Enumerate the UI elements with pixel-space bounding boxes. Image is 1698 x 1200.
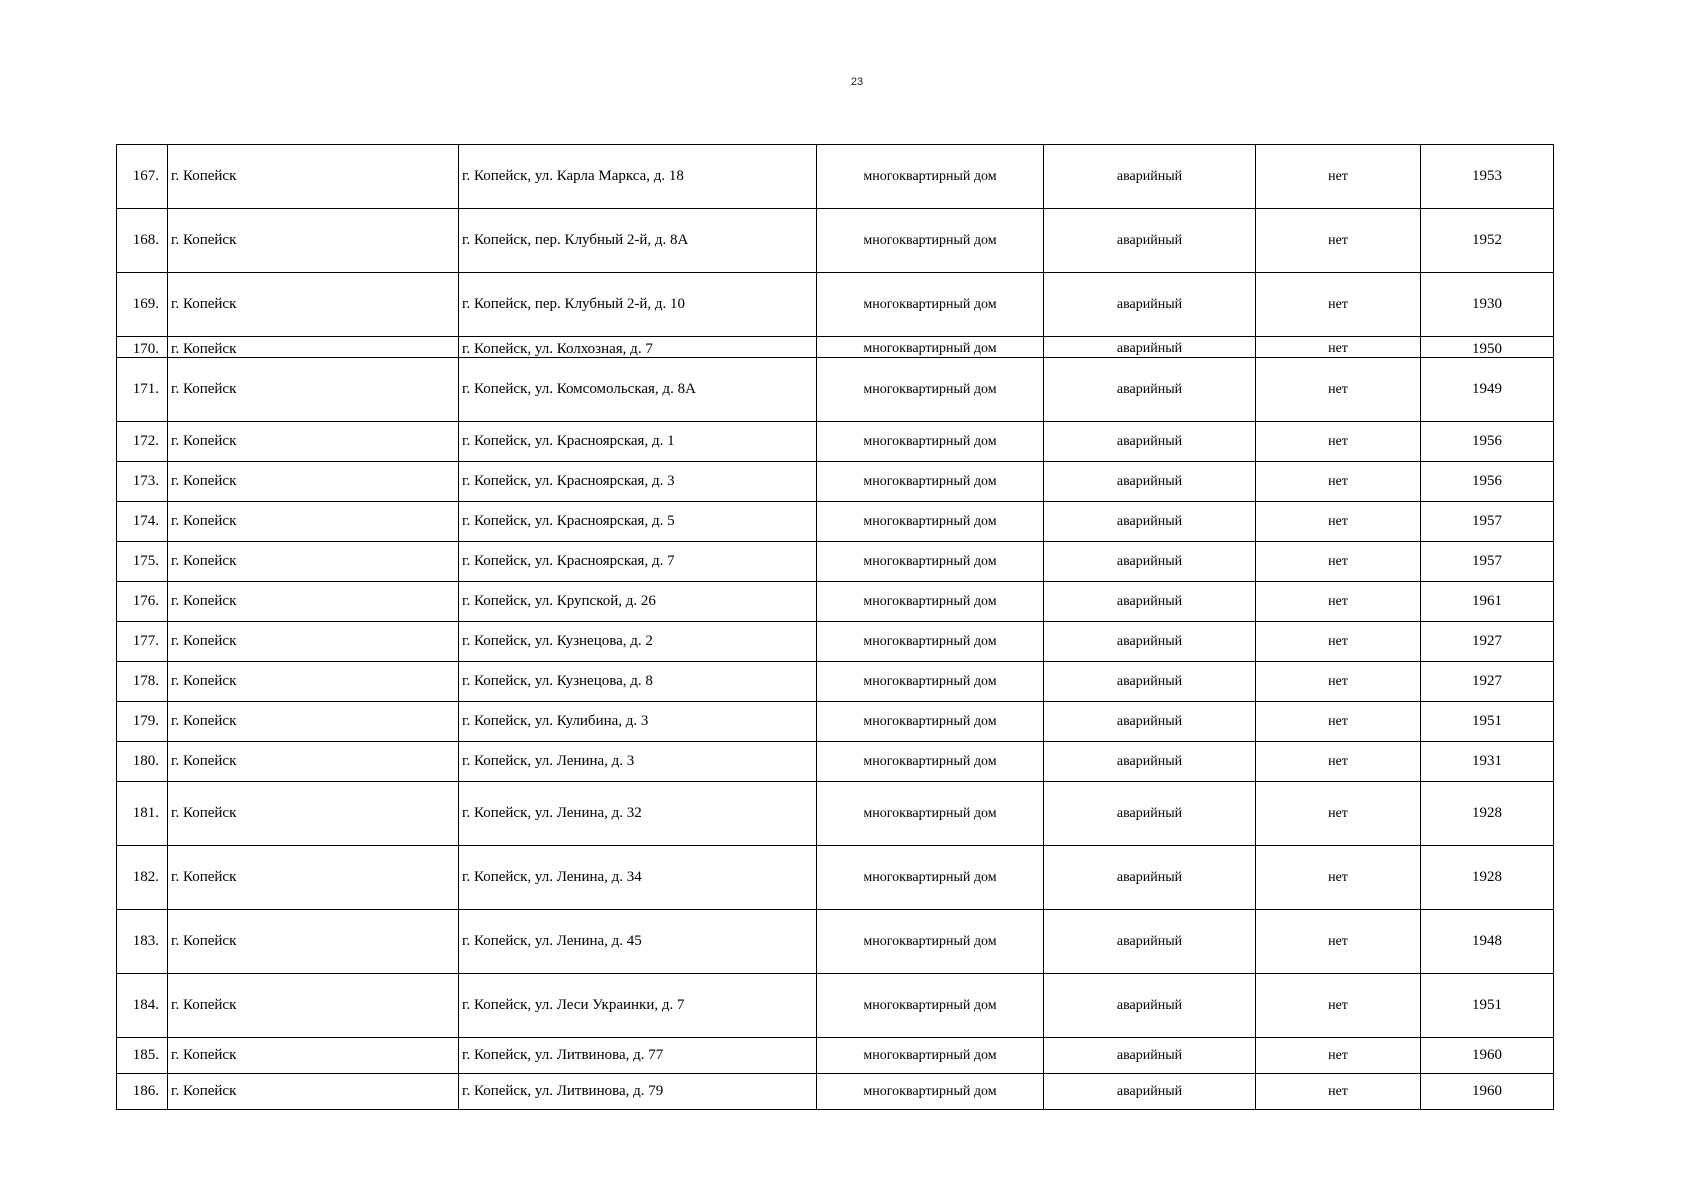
housing-registry-table bbox=[116, 144, 1554, 1110]
locality-cell: г. Копейск bbox=[168, 542, 459, 582]
building-type-cell: многоквартирный дом bbox=[817, 145, 1044, 209]
flag-cell: нет bbox=[1256, 145, 1421, 209]
flag-cell: нет bbox=[1256, 582, 1421, 622]
table-row bbox=[117, 422, 1554, 462]
building-type-cell: многоквартирный дом bbox=[817, 462, 1044, 502]
address-cell: г. Копейск, ул. Ленина, д. 45 bbox=[459, 910, 817, 974]
locality-cell: г. Копейск bbox=[168, 910, 459, 974]
table-body bbox=[117, 145, 1554, 1110]
flag-cell: нет bbox=[1256, 358, 1421, 422]
condition-cell: аварийный bbox=[1044, 337, 1256, 358]
year-cell: 1956 bbox=[1421, 422, 1554, 462]
year-cell: 1957 bbox=[1421, 502, 1554, 542]
locality-cell: г. Копейск bbox=[168, 273, 459, 337]
condition-cell: аварийный bbox=[1044, 273, 1256, 337]
building-type-cell: многоквартирный дом bbox=[817, 273, 1044, 337]
address-cell: г. Копейск, ул. Комсомольская, д. 8А bbox=[459, 358, 817, 422]
address-cell: г. Копейск, ул. Кулибина, д. 3 bbox=[459, 702, 817, 742]
address-cell: г. Копейск, ул. Колхозная, д. 7 bbox=[459, 337, 817, 358]
year-cell: 1928 bbox=[1421, 782, 1554, 846]
locality-cell: г. Копейск bbox=[168, 358, 459, 422]
building-type-cell: многоквартирный дом bbox=[817, 662, 1044, 702]
locality-cell: г. Копейск bbox=[168, 1038, 459, 1074]
address-cell: г. Копейск, ул. Кузнецова, д. 8 bbox=[459, 662, 817, 702]
year-cell: 1927 bbox=[1421, 622, 1554, 662]
row-number: 171. bbox=[117, 358, 168, 422]
condition-cell: аварийный bbox=[1044, 582, 1256, 622]
row-number: 183. bbox=[117, 910, 168, 974]
table-row bbox=[117, 582, 1554, 622]
row-number: 185. bbox=[117, 1038, 168, 1074]
flag-cell: нет bbox=[1256, 974, 1421, 1038]
locality-cell: г. Копейск bbox=[168, 462, 459, 502]
address-cell: г. Копейск, ул. Литвинова, д. 79 bbox=[459, 1074, 817, 1110]
table-row bbox=[117, 502, 1554, 542]
table-row bbox=[117, 846, 1554, 910]
year-cell: 1949 bbox=[1421, 358, 1554, 422]
address-cell: г. Копейск, ул. Красноярская, д. 7 bbox=[459, 542, 817, 582]
row-number: 167. bbox=[117, 145, 168, 209]
condition-cell: аварийный bbox=[1044, 542, 1256, 582]
flag-cell: нет bbox=[1256, 622, 1421, 662]
address-cell: г. Копейск, ул. Ленина, д. 32 bbox=[459, 782, 817, 846]
building-type-cell: многоквартирный дом bbox=[817, 337, 1044, 358]
building-type-cell: многоквартирный дом bbox=[817, 846, 1044, 910]
locality-cell: г. Копейск bbox=[168, 846, 459, 910]
year-cell: 1951 bbox=[1421, 702, 1554, 742]
locality-cell: г. Копейск bbox=[168, 209, 459, 273]
table-row bbox=[117, 622, 1554, 662]
address-cell: г. Копейск, ул. Ленина, д. 3 bbox=[459, 742, 817, 782]
year-cell: 1951 bbox=[1421, 974, 1554, 1038]
flag-cell: нет bbox=[1256, 846, 1421, 910]
table-row bbox=[117, 974, 1554, 1038]
locality-cell: г. Копейск bbox=[168, 1074, 459, 1110]
address-cell: г. Копейск, ул. Красноярская, д. 5 bbox=[459, 502, 817, 542]
flag-cell: нет bbox=[1256, 337, 1421, 358]
building-type-cell: многоквартирный дом bbox=[817, 1074, 1044, 1110]
table-row bbox=[117, 209, 1554, 273]
flag-cell: нет bbox=[1256, 782, 1421, 846]
building-type-cell: многоквартирный дом bbox=[817, 782, 1044, 846]
row-number: 170. bbox=[117, 337, 168, 358]
locality-cell: г. Копейск bbox=[168, 742, 459, 782]
building-type-cell: многоквартирный дом bbox=[817, 542, 1044, 582]
condition-cell: аварийный bbox=[1044, 462, 1256, 502]
table-row bbox=[117, 1038, 1554, 1074]
row-number: 175. bbox=[117, 542, 168, 582]
flag-cell: нет bbox=[1256, 662, 1421, 702]
row-number: 186. bbox=[117, 1074, 168, 1110]
locality-cell: г. Копейск bbox=[168, 502, 459, 542]
condition-cell: аварийный bbox=[1044, 209, 1256, 273]
condition-cell: аварийный bbox=[1044, 910, 1256, 974]
flag-cell: нет bbox=[1256, 1038, 1421, 1074]
table-row bbox=[117, 702, 1554, 742]
row-number: 169. bbox=[117, 273, 168, 337]
address-cell: г. Копейск, ул. Карла Маркса, д. 18 bbox=[459, 145, 817, 209]
flag-cell: нет bbox=[1256, 542, 1421, 582]
year-cell: 1928 bbox=[1421, 846, 1554, 910]
year-cell: 1953 bbox=[1421, 145, 1554, 209]
row-number: 173. bbox=[117, 462, 168, 502]
locality-cell: г. Копейск bbox=[168, 145, 459, 209]
row-number: 180. bbox=[117, 742, 168, 782]
building-type-cell: многоквартирный дом bbox=[817, 422, 1044, 462]
address-cell: г. Копейск, ул. Леси Украинки, д. 7 bbox=[459, 974, 817, 1038]
locality-cell: г. Копейск bbox=[168, 782, 459, 846]
flag-cell: нет bbox=[1256, 502, 1421, 542]
building-type-cell: многоквартирный дом bbox=[817, 358, 1044, 422]
condition-cell: аварийный bbox=[1044, 145, 1256, 209]
condition-cell: аварийный bbox=[1044, 742, 1256, 782]
condition-cell: аварийный bbox=[1044, 422, 1256, 462]
table-row bbox=[117, 337, 1554, 358]
year-cell: 1961 bbox=[1421, 582, 1554, 622]
building-type-cell: многоквартирный дом bbox=[817, 974, 1044, 1038]
row-number: 181. bbox=[117, 782, 168, 846]
address-cell: г. Копейск, ул. Красноярская, д. 1 bbox=[459, 422, 817, 462]
page-number: 23 bbox=[850, 76, 864, 88]
year-cell: 1960 bbox=[1421, 1038, 1554, 1074]
flag-cell: нет bbox=[1256, 273, 1421, 337]
row-number: 182. bbox=[117, 846, 168, 910]
table-row bbox=[117, 358, 1554, 422]
condition-cell: аварийный bbox=[1044, 1074, 1256, 1110]
row-number: 184. bbox=[117, 974, 168, 1038]
table-row bbox=[117, 910, 1554, 974]
year-cell: 1931 bbox=[1421, 742, 1554, 782]
condition-cell: аварийный bbox=[1044, 846, 1256, 910]
address-cell: г. Копейск, ул. Крупской, д. 26 bbox=[459, 582, 817, 622]
address-cell: г. Копейск, ул. Литвинова, д. 77 bbox=[459, 1038, 817, 1074]
building-type-cell: многоквартирный дом bbox=[817, 910, 1044, 974]
condition-cell: аварийный bbox=[1044, 782, 1256, 846]
condition-cell: аварийный bbox=[1044, 622, 1256, 662]
condition-cell: аварийный bbox=[1044, 502, 1256, 542]
row-number: 168. bbox=[117, 209, 168, 273]
year-cell: 1930 bbox=[1421, 273, 1554, 337]
address-cell: г. Копейск, ул. Кузнецова, д. 2 bbox=[459, 622, 817, 662]
locality-cell: г. Копейск bbox=[168, 582, 459, 622]
address-cell: г. Копейск, пер. Клубный 2-й, д. 10 bbox=[459, 273, 817, 337]
building-type-cell: многоквартирный дом bbox=[817, 742, 1044, 782]
flag-cell: нет bbox=[1256, 422, 1421, 462]
address-cell: г. Копейск, ул. Ленина, д. 34 bbox=[459, 846, 817, 910]
row-number: 179. bbox=[117, 702, 168, 742]
flag-cell: нет bbox=[1256, 910, 1421, 974]
row-number: 176. bbox=[117, 582, 168, 622]
locality-cell: г. Копейск bbox=[168, 622, 459, 662]
year-cell: 1950 bbox=[1421, 337, 1554, 358]
locality-cell: г. Копейск bbox=[168, 337, 459, 358]
row-number: 178. bbox=[117, 662, 168, 702]
flag-cell: нет bbox=[1256, 1074, 1421, 1110]
condition-cell: аварийный bbox=[1044, 702, 1256, 742]
locality-cell: г. Копейск bbox=[168, 974, 459, 1038]
flag-cell: нет bbox=[1256, 742, 1421, 782]
condition-cell: аварийный bbox=[1044, 662, 1256, 702]
year-cell: 1948 bbox=[1421, 910, 1554, 974]
year-cell: 1960 bbox=[1421, 1074, 1554, 1110]
table-row bbox=[117, 462, 1554, 502]
locality-cell: г. Копейск bbox=[168, 662, 459, 702]
building-type-cell: многоквартирный дом bbox=[817, 502, 1044, 542]
table-row bbox=[117, 782, 1554, 846]
row-number: 177. bbox=[117, 622, 168, 662]
table-row bbox=[117, 273, 1554, 337]
locality-cell: г. Копейск bbox=[168, 422, 459, 462]
table-row bbox=[117, 742, 1554, 782]
building-type-cell: многоквартирный дом bbox=[817, 582, 1044, 622]
year-cell: 1952 bbox=[1421, 209, 1554, 273]
row-number: 174. bbox=[117, 502, 168, 542]
table-row bbox=[117, 145, 1554, 209]
table-row bbox=[117, 662, 1554, 702]
year-cell: 1957 bbox=[1421, 542, 1554, 582]
year-cell: 1927 bbox=[1421, 662, 1554, 702]
address-cell: г. Копейск, пер. Клубный 2-й, д. 8А bbox=[459, 209, 817, 273]
table-row bbox=[117, 1074, 1554, 1110]
locality-cell: г. Копейск bbox=[168, 702, 459, 742]
year-cell: 1956 bbox=[1421, 462, 1554, 502]
table-row bbox=[117, 542, 1554, 582]
condition-cell: аварийный bbox=[1044, 358, 1256, 422]
flag-cell: нет bbox=[1256, 209, 1421, 273]
building-type-cell: многоквартирный дом bbox=[817, 622, 1044, 662]
condition-cell: аварийный bbox=[1044, 1038, 1256, 1074]
address-cell: г. Копейск, ул. Красноярская, д. 3 bbox=[459, 462, 817, 502]
row-number: 172. bbox=[117, 422, 168, 462]
building-type-cell: многоквартирный дом bbox=[817, 702, 1044, 742]
condition-cell: аварийный bbox=[1044, 974, 1256, 1038]
building-type-cell: многоквартирный дом bbox=[817, 209, 1044, 273]
flag-cell: нет bbox=[1256, 702, 1421, 742]
building-type-cell: многоквартирный дом bbox=[817, 1038, 1044, 1074]
flag-cell: нет bbox=[1256, 462, 1421, 502]
